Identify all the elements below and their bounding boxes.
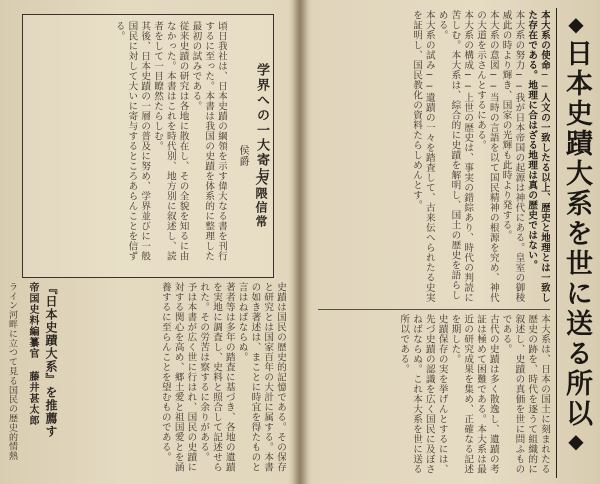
paragraph: 本大系の意図──当時の言語を以て国民精神の根源を究め、神代の大道を示さんとするにある。	[475, 10, 499, 303]
paragraph: 頃日我社は、日本史蹟の綱領を示す偉大なる書を刊行するに至った。本書は我国の史蹟を体系的に整理した最初の試みである。	[190, 21, 227, 261]
essay-author-affiliation: 侯爵	[237, 145, 248, 167]
main-title	[558, 12, 594, 478]
main-title-text: 日本史蹟大系を世に送る所以	[561, 39, 592, 429]
essay-title: 学界への一大寄与	[254, 63, 269, 183]
paragraph: 古代の史蹟は多く散逸し、遺蹟の考証は極めて困難である。本大系は最近の研究成果を集め、正確なる記述を期した。	[449, 314, 499, 474]
essay-box	[22, 14, 274, 278]
essay-body	[49, 21, 227, 269]
right-lower-text	[318, 314, 550, 476]
recommendation-title: 『日本史蹟大系』を推薦す	[44, 282, 58, 438]
book-gutter	[292, 0, 308, 484]
paragraph: 史蹟保存の実を挙げんとするには、先づ史蹟の認識を広く国民に及ぼさねばならぬ。これ本大系を世に送る所以である。	[398, 314, 448, 474]
main-title-box	[556, 8, 595, 478]
paragraph: 著者等は多年の踏査に基づき、各地の遺蹟を実地に調査し、史料と照合して記述せられた。その労苦は察するに余りがある。	[198, 282, 235, 472]
paragraph: 本大系の構成──上世の歴史は、事実の錯綜あり、時代の判読に苦しむ。本大系は、綜合的に史蹟を解明し、国土の歴史を語らしめる。	[436, 10, 474, 303]
right-upper-text	[318, 10, 550, 308]
recommendation-author: 帝国史料編纂官 藤井甚太郎	[27, 282, 38, 426]
paragraph: 本大系の試み──遺蹟の一々を踏査して、古来伝へられたる史実を証明し、国民教化の資料たらしめんとす。	[411, 10, 435, 303]
diamond-marker-icon: ◆	[564, 12, 588, 39]
paragraph: 其後、日本史蹟の一層の普及に努め、学界並びに一般国民に対して大いに寄与するところあらんことを信ずる。	[113, 21, 151, 261]
paragraph: 予は本書が広く世に行はれ、国民の史蹟に対する関心を高め、郷土愛と祖国愛とを涵養するに至らんことを望むものである。	[159, 282, 197, 472]
section-divider	[318, 309, 550, 310]
diamond-marker-icon-end: ◆	[564, 429, 588, 456]
paragraph: 本大系の努力──我が日本帝国の起源は神代にある。皇室の御稜威此の時より輝き、国家の光輝も此時より発する。	[500, 10, 525, 303]
paragraph: 本大系の使命──人文の一致したる以上、歴史と地理とは一致した存在である。地理に合はざる地理は真の歴史ではない。	[526, 10, 550, 303]
paragraph: 史蹟は国民の歴史的記憶である。その保存と研究とは国家百年の大計に属する。本書の如き著述は、まことに時宜を得たものと言はねばならぬ。	[236, 282, 286, 472]
recommendation-header	[22, 282, 74, 478]
paragraph: 本大系は、日本の国土に刻まれたる歴史の跡を、時代を逐うて組織的に叙述し、史蹟の真価を世に問ふものである。	[500, 314, 550, 474]
section-subtitle: ライン河畔に立つて見る国民の歴史的情熱	[7, 282, 17, 461]
left-lower-text	[82, 282, 286, 478]
paragraph: 従来史蹟の研究は各地に散在し、その全貌を知るに由なかった。本書はこれを時代別、地方別に叙述し、読者をして一目瞭然たらしむ。	[152, 21, 189, 261]
essay-author-name: 大隈信常	[254, 173, 268, 229]
